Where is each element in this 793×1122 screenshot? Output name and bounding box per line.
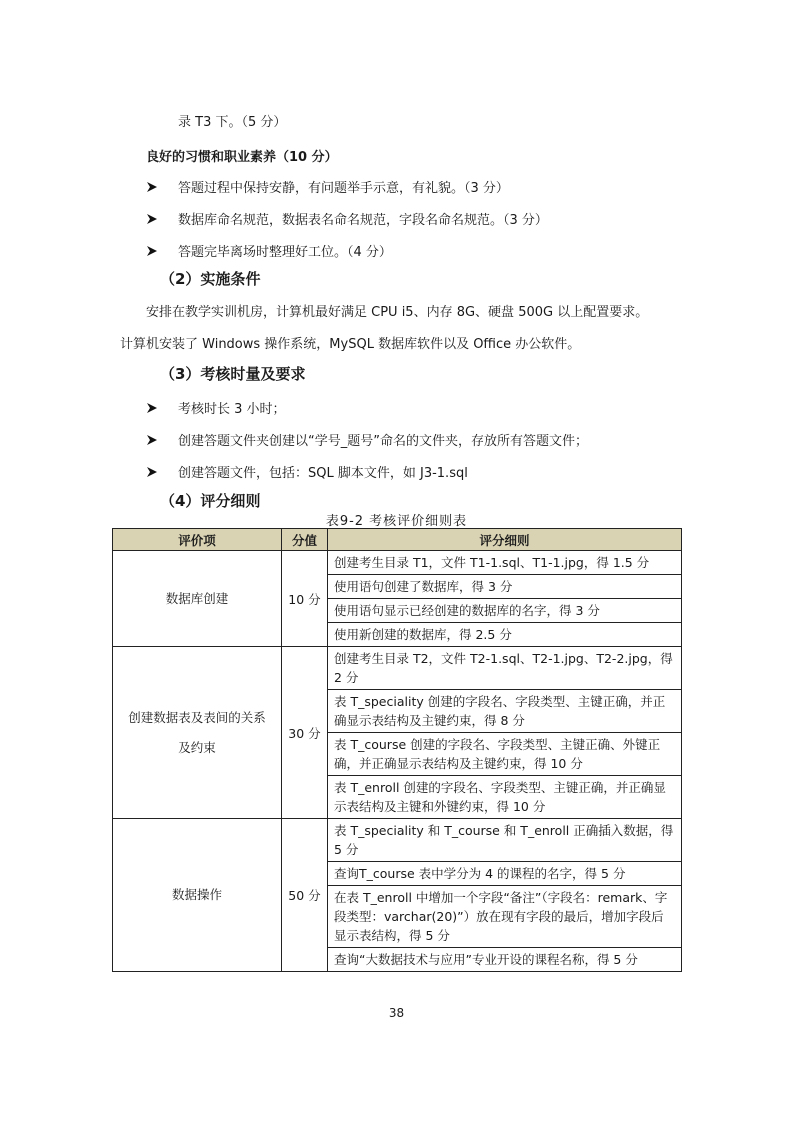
- list-item: [146, 177, 509, 196]
- list-item: [146, 209, 548, 228]
- bullet-text: 考核时长 3 小时；: [178, 402, 286, 417]
- detail-cell: 表 T_course 创建的字段名、字段类型、主键正确、外键正确，并正确显示表结构及主键约束，得 10 分: [328, 733, 682, 776]
- arrow-bullet-icon: [146, 213, 158, 225]
- conditions-line-2: 计算机安装了 Windows 操作系统，MySQL 数据库软件以及 Office 办公软件。: [120, 337, 581, 352]
- table-row: [113, 819, 682, 862]
- list-item: [146, 430, 588, 449]
- table-row: [113, 647, 682, 690]
- arrow-bullet-icon: [146, 434, 158, 446]
- conditions-line-1: 安排在教学实训机房，计算机最好满足 CPU i5、内存 8G、硬盘 500G 以上配置要求。: [146, 305, 649, 320]
- rules-heading: （4）评分细则: [160, 492, 261, 510]
- list-item: [146, 398, 286, 417]
- detail-cell: 查询“大数据技术与应用”专业开设的课程名称，得 5 分: [328, 948, 682, 972]
- arrow-bullet-icon: [146, 466, 158, 478]
- arrow-bullet-icon: [146, 402, 158, 414]
- bullet-text: 答题过程中保持安静，有问题举手示意，有礼貌。（3 分）: [178, 181, 509, 196]
- arrow-bullet-icon: [146, 245, 158, 257]
- bullet-text: 创建答题文件夹创建以“学号_题号”命名的文件夹，存放所有答题文件；: [178, 434, 588, 449]
- group-item: 创建数据表及表间的关系及约束: [113, 647, 282, 819]
- column-header-item: 评价项: [113, 529, 282, 551]
- detail-cell: 表 T_enroll 创建的字段名、字段类型、主键正确，并正确显示表结构及主键和外键约束，得 10 分: [328, 776, 682, 819]
- group-score: 30 分: [282, 647, 328, 819]
- arrow-bullet-icon: [146, 181, 158, 193]
- group-score: 50 分: [282, 819, 328, 972]
- habits-title: 良好的习惯和职业素养（10 分）: [146, 150, 338, 165]
- detail-cell: 表 T_speciality 和 T_course 和 T_enroll 正确插入数据，得 5 分: [328, 819, 682, 862]
- table-header-row: [113, 529, 682, 551]
- column-header-detail: 评分细则: [328, 529, 682, 551]
- group-item: 数据库创建: [113, 551, 282, 647]
- intro-line: 录 T3 下。（5 分）: [178, 115, 287, 130]
- detail-cell: 表 T_speciality 创建的字段名、字段类型、主键正确，并正确显示表结构及主键约束，得 8 分: [328, 690, 682, 733]
- table-row: [113, 551, 682, 575]
- bullet-text: 创建答题文件，包括：SQL 脚本文件，如 J3-1.sql: [178, 466, 468, 481]
- grading-table: [112, 528, 682, 972]
- detail-cell: 创建考生目录 T1，文件 T1-1.sql、T1-1.jpg，得 1.5 分: [328, 551, 682, 575]
- list-item: [146, 241, 392, 260]
- column-header-score: 分值: [282, 529, 328, 551]
- detail-cell: 查询T_course 表中学分为 4 的课程的名字，得 5 分: [328, 862, 682, 886]
- detail-cell: 使用新创建的数据库，得 2.5 分: [328, 623, 682, 647]
- time-heading: （3）考核时量及要求: [160, 365, 306, 383]
- table-caption: 表9-2 考核评价细则表: [325, 514, 468, 529]
- group-item: 数据操作: [113, 819, 282, 972]
- bullet-text: 答题完毕离场时整理好工位。（4 分）: [178, 245, 392, 260]
- group-score: 10 分: [282, 551, 328, 647]
- detail-cell: 使用语句创建了数据库，得 3 分: [328, 575, 682, 599]
- list-item: [146, 462, 468, 481]
- detail-cell: 在表 T_enroll 中增加一个字段“备注”（字段名：remark、字段类型：varchar(20)”）放在现有字段的最后，增加字段后显示表结构，得 5 分: [328, 886, 682, 948]
- bullet-text: 数据库命名规范，数据表名命名规范，字段名命名规范。（3 分）: [178, 213, 548, 228]
- detail-cell: 创建考生目录 T2，文件 T2-1.sql、T2-1.jpg、T2-2.jpg，得 2 分: [328, 647, 682, 690]
- detail-cell: 使用语句显示已经创建的数据库的名字，得 3 分: [328, 599, 682, 623]
- page-number: 38: [388, 1006, 405, 1020]
- conditions-heading: （2）实施条件: [160, 270, 261, 288]
